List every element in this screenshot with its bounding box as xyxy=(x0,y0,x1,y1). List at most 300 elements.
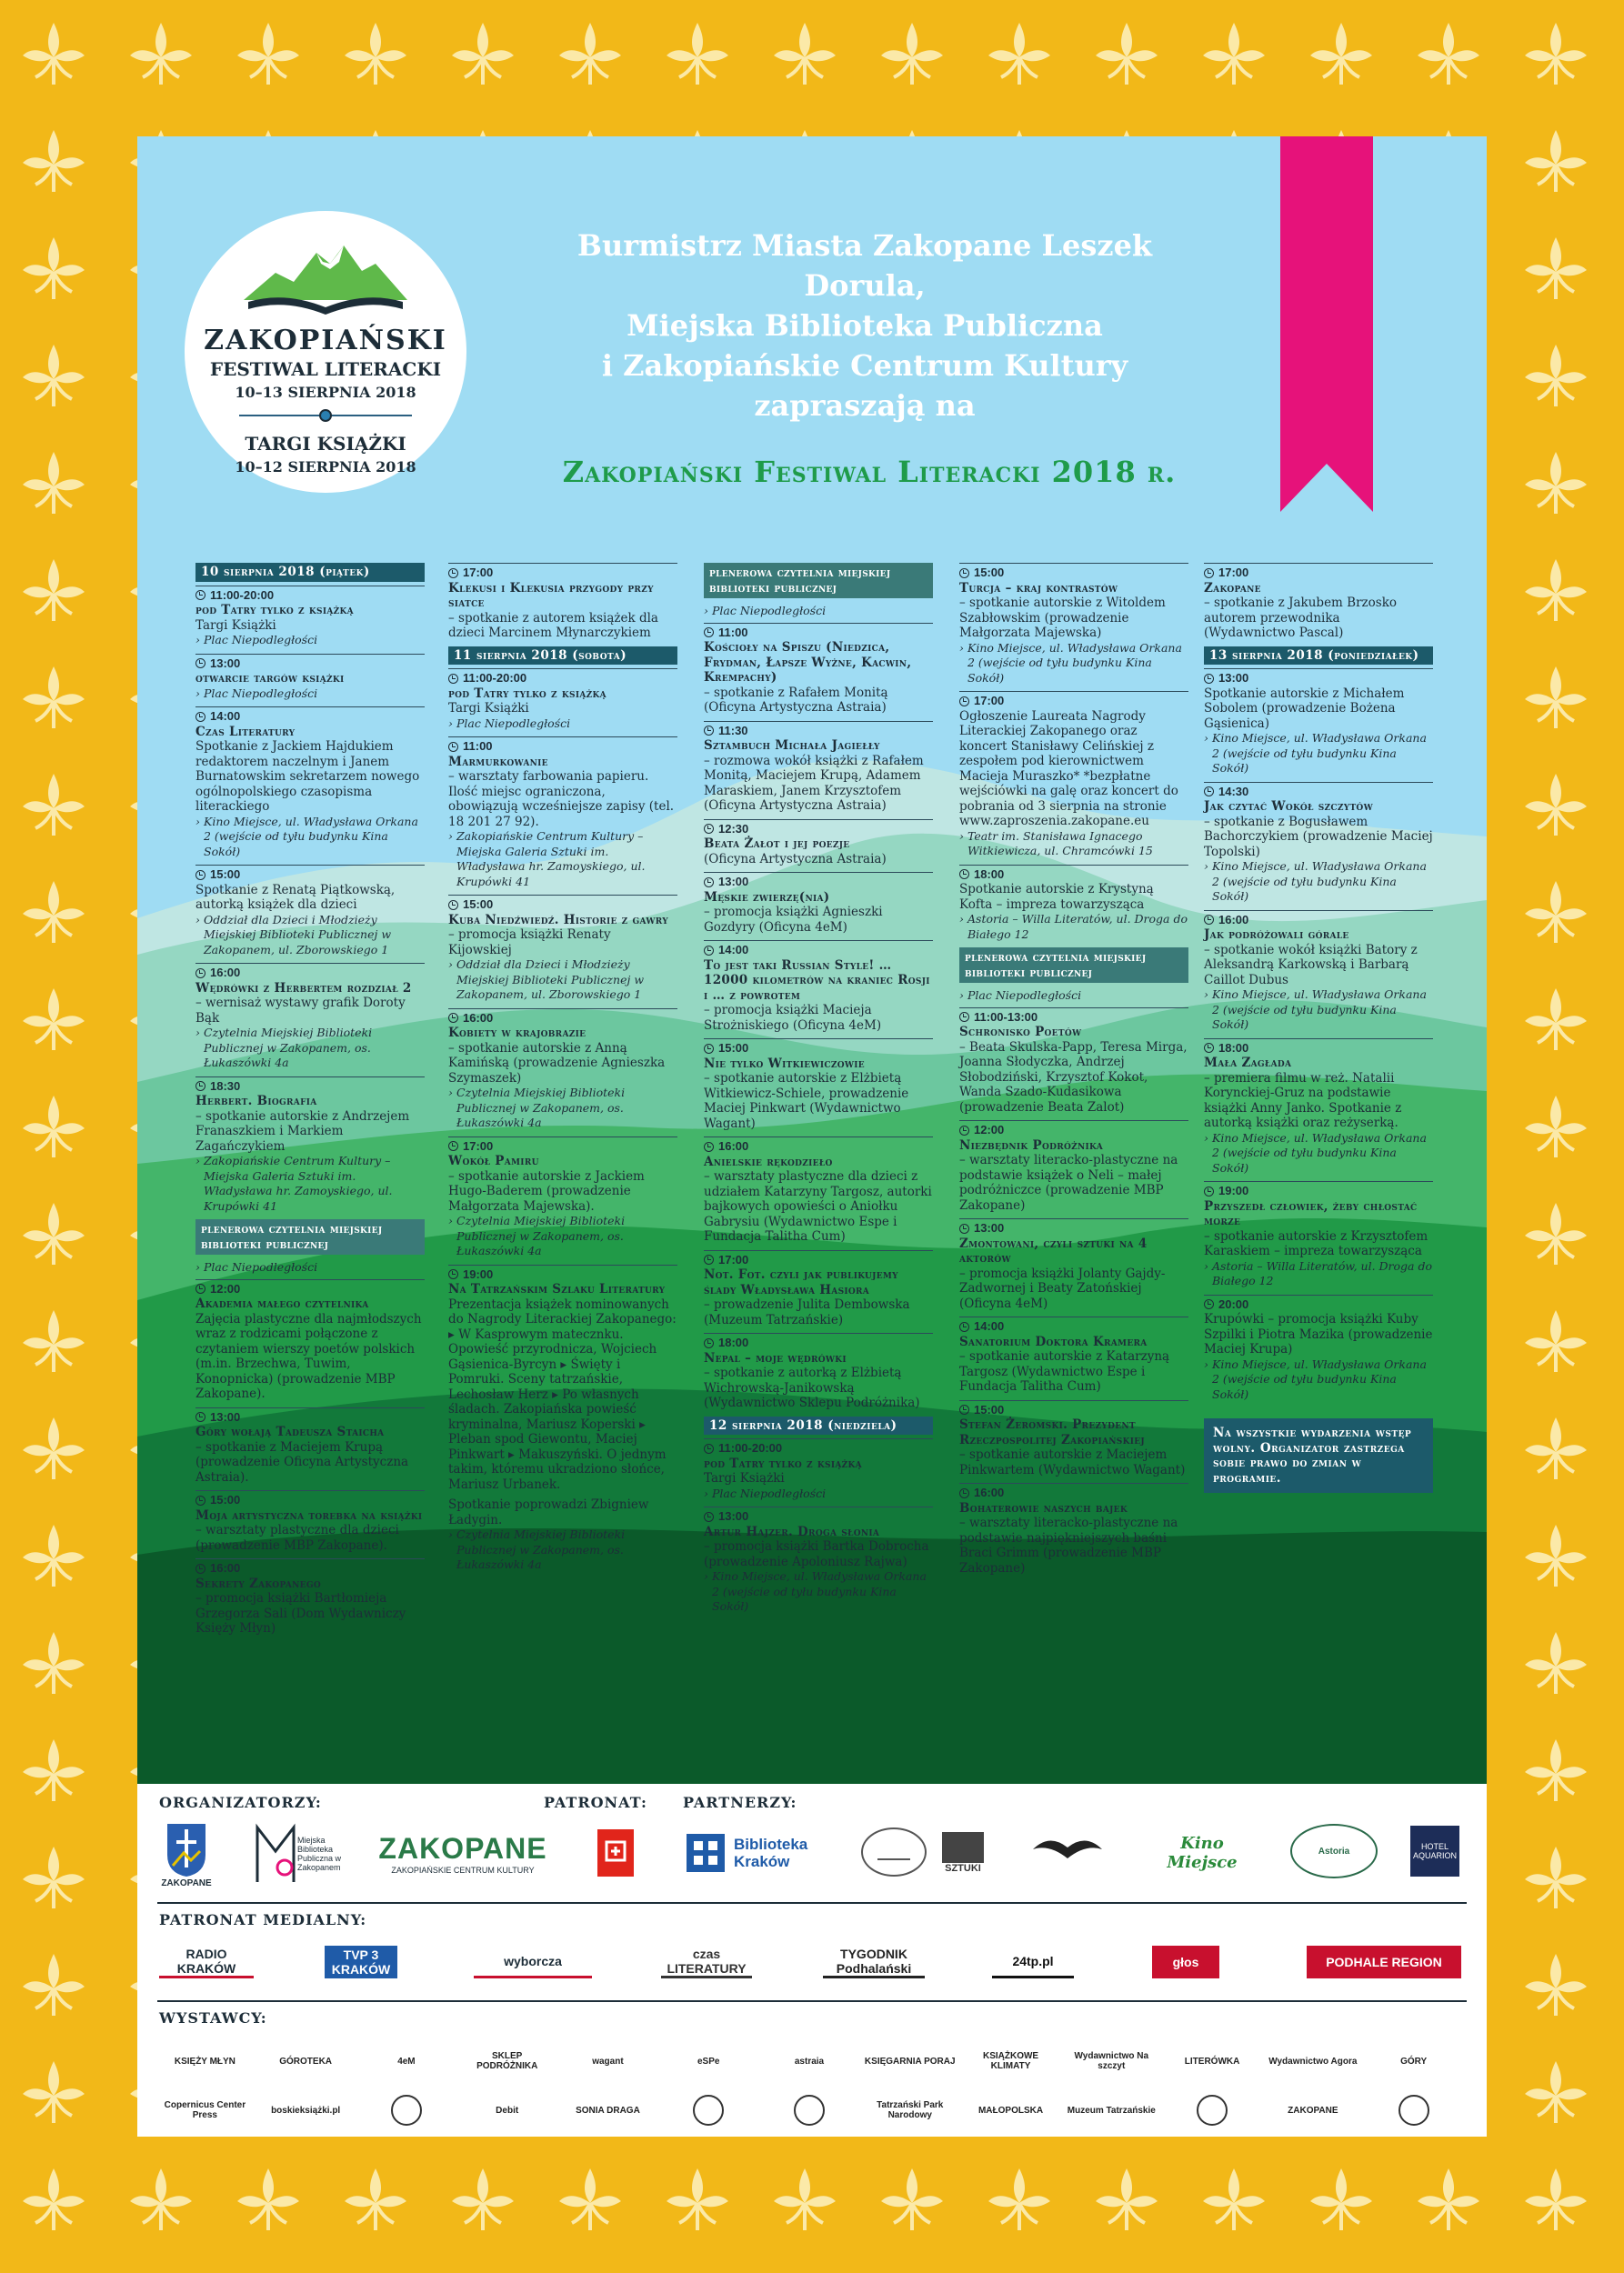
program-event xyxy=(195,1490,425,1553)
event-time-text: 19:00 xyxy=(1218,1184,1249,1197)
media-logo-4: czas LITERATURY xyxy=(661,1946,752,1978)
exhibitor-logo-6 xyxy=(663,2095,755,2126)
event-time xyxy=(195,1279,425,1297)
media-logo-1: RADIO KRAKÓW xyxy=(159,1946,254,1978)
invite-line-4: zapraszają na xyxy=(754,388,976,423)
exhibitor-logo-11: LITERÓWKA xyxy=(1184,2056,1240,2067)
event-description: – spotkanie wokół książki Batory z Aleksandrą Karkowską i Barbarą Caillot Dubus xyxy=(1204,942,1418,987)
event-description: – prowadzenie Julita Dembowska (Muzeum Tatrzańskie) xyxy=(704,1297,910,1327)
moderator-note: Spotkanie poprowadzi Zbigniew Ładygin. xyxy=(448,1497,649,1527)
event-venue: › Czytelnia Miejskiej Biblioteki Publicznej w Zakopanem, os. Łukaszówki 4a xyxy=(448,1214,677,1259)
event-title: Beata Żałot i jej poezje xyxy=(704,836,850,851)
poster xyxy=(137,136,1487,2137)
event-venue: › Astoria – Willa Literatów, ul. Droga do Białego 12 xyxy=(959,912,1188,942)
event-title: Akademia małego czytelnika xyxy=(195,1297,369,1311)
event-time xyxy=(1204,563,1433,581)
event-time-text: 16:00 xyxy=(718,1139,749,1153)
clock-icon xyxy=(195,590,206,600)
day-header: 12 sierpnia 2018 (niedziela) xyxy=(704,1417,933,1436)
section-venue: › Plac Niepodległości xyxy=(704,604,933,619)
media-logo-8: PODHALE REGION xyxy=(1307,1946,1461,1978)
program-event xyxy=(1204,1295,1433,1403)
event-time-text: 13:00 xyxy=(718,875,749,888)
event-time xyxy=(1204,1181,1433,1199)
event-time xyxy=(704,1038,933,1056)
day-header: 13 sierpnia 2018 (poniedziałek) xyxy=(1204,646,1433,666)
event-time xyxy=(704,1250,933,1268)
exhibitor-logo-9: MAŁOPOLSKA xyxy=(977,2105,1044,2116)
clock-icon xyxy=(959,1012,969,1022)
exhibitor-mark-icon xyxy=(391,2095,422,2126)
program-event xyxy=(704,1250,933,1328)
clock-icon xyxy=(704,1338,714,1348)
event-time-text: 11:30 xyxy=(718,723,748,737)
event-title: Klekusi i Klekusia przygody przy siatce xyxy=(448,580,654,610)
event-time-text: 20:00 xyxy=(1218,1297,1249,1311)
logo-dot-icon xyxy=(319,409,332,422)
exhibitors-row-1 xyxy=(137,2042,1487,2082)
event-time xyxy=(448,668,677,686)
event-time-text: 18:00 xyxy=(974,866,1005,881)
program-event xyxy=(959,563,1188,686)
program-event xyxy=(1204,782,1433,905)
exhibitor-logo-8: Tatrzański Park Narodowy xyxy=(877,2100,944,2120)
event-time-text: 11:00-20:00 xyxy=(718,1441,783,1455)
event-time xyxy=(959,691,1188,709)
event-description: – spotkanie autorskie z Jackiem Hugo-Baderem (prowadzenie Małgorzata Majewska). xyxy=(448,1168,645,1214)
clock-icon xyxy=(448,900,458,910)
program-event xyxy=(704,623,933,716)
event-venue: › Zakopiańskie Centrum Kultury – Miejska Galeria Sztuki im. Władysława hr. Zamoyskiego, ul. Krupówki 41 xyxy=(195,1154,425,1214)
exhibitor-logo-7: astraia xyxy=(794,2056,825,2067)
section-header: plenerowa czytelnia miejskiej biblioteki publicznej xyxy=(959,947,1188,983)
clock-icon xyxy=(704,946,714,956)
clock-icon xyxy=(195,1564,206,1574)
event-title: Marmurkowanie xyxy=(448,754,548,769)
event-time-text: 14:00 xyxy=(974,1319,1005,1333)
event-description: – promocja książki Agnieszki Gozdyry (Oficyna 4eM) xyxy=(704,905,883,935)
event-time xyxy=(195,654,425,672)
event-title: Na Tatrzańskim Szlaku Literatury xyxy=(448,1282,666,1297)
event-description: Targi Książki xyxy=(448,701,529,716)
clock-icon xyxy=(959,568,969,578)
media-logo-5: TYGODNIK Podhalański xyxy=(823,1946,925,1978)
event-description: – spotkanie autorskie z Katarzyną Targosz (Wydawnictwo Espe i Fundacja Talitha Cum) xyxy=(959,1349,1170,1394)
event-title: Nepal – moje wędrówki xyxy=(704,1350,847,1366)
event-time xyxy=(195,1558,425,1577)
gallery-mark-icon xyxy=(942,1832,984,1863)
event-time-text: 17:00 xyxy=(1218,566,1249,579)
event-description: – spotkanie autorskie z Maciejem Pinkwartem (Wydawnictwo Wagant) xyxy=(959,1447,1186,1477)
day-header: 11 sierpnia 2018 (sobota) xyxy=(448,646,677,666)
clock-icon xyxy=(448,742,458,752)
event-time xyxy=(448,736,677,755)
event-title: Wędrówki z Herbertem rozdział 2 xyxy=(195,980,412,996)
event-time xyxy=(704,1333,933,1351)
event-time-text: 15:00 xyxy=(210,867,241,881)
program-event xyxy=(959,1007,1188,1116)
exhibitor-logo-8: KSIĘGARNIA PORAJ xyxy=(864,2056,956,2067)
exhibitor-mark-icon xyxy=(693,2095,724,2126)
seal-mark-icon xyxy=(876,1843,912,1861)
exhibitor-logo-13 xyxy=(1368,2095,1459,2126)
event-venue: › Kino Miejsce, ul. Władysława Orkana 2 (wejście od tyłu budynku Kina Sokół) xyxy=(704,1569,933,1615)
clock-icon xyxy=(959,1224,969,1234)
exhibitor-logo-3 xyxy=(361,2095,453,2126)
event-description: – wernisaż wystawy grafik Doroty Bąk xyxy=(195,996,406,1026)
event-time xyxy=(704,819,933,837)
event-time-text: 16:00 xyxy=(463,1010,494,1025)
event-description: Ogłoszenie Laureata Nagrody Literackiej Zakopanego oraz koncert Stanisławy Celińskiej z zespołem pod kierownictwem Macieja Muraszko* *bezpłatne wejściówki na galę oraz koncert do pobrania od 3 sierpnia na stronie www.zaproszenia.zakopane.eu xyxy=(959,708,1178,828)
hotel-aquarion-logo: HOTEL AQUARION xyxy=(1410,1826,1459,1877)
program-event xyxy=(1204,1038,1433,1177)
event-title: Stefan Żeromski. Prezydent Rzeczpospolitej Zakopiańskiej xyxy=(959,1417,1145,1447)
program-event xyxy=(1204,668,1433,776)
event-venue: › Oddział dla Dzieci i Młodzieży Miejskiej Biblioteki Publicznej w Zakopanem, ul. Zborowskiego 1 xyxy=(448,957,677,1003)
event-time-text: 13:00 xyxy=(718,1509,749,1523)
event-time xyxy=(704,623,933,641)
exhibitor-logo-6: eSPe xyxy=(697,2056,720,2067)
event-description: – warsztaty literacko-plastyczne na podstawie książek o Neli – małej podróżniczce (prowadzenie MBP Zakopane) xyxy=(959,1153,1178,1213)
event-venue: › Kino Miejsce, ul. Władysława Orkana 2 (wejście od tyłu budynku Kina Sokół) xyxy=(195,815,425,860)
biblioteka-krakow-icon xyxy=(685,1832,727,1874)
event-venue: › Astoria – Willa Literatów, ul. Droga do Białego 12 xyxy=(1204,1259,1433,1289)
exhibitor-logo-1: KSIĘŻY MŁYN xyxy=(174,2056,236,2067)
event-description: – spotkanie autorskie z Anną Kamińską (prowadzenie Agnieszka Szymaszek) xyxy=(448,1040,666,1086)
clock-icon xyxy=(448,568,458,578)
event-description: Spotkanie z Jackiem Hajdukiem redaktorem naczelnym i Janem Burnatowskim sekretarzem nowego ogólnopolskiego czasopisma literackiego xyxy=(195,739,420,814)
clock-icon xyxy=(1204,1187,1214,1197)
clock-icon xyxy=(704,1512,714,1522)
program-event xyxy=(195,586,425,648)
logo-festival-dates: 10–13 SIERPNIA 2018 xyxy=(235,384,416,401)
event-description: – promocja książki Bartłomieja Grzegorza Sali (Dom Wydawniczy Księży Młyn) xyxy=(195,1591,406,1636)
event-time xyxy=(1204,1038,1433,1056)
festival-title: Zakopiański Festiwal Literacki 2018 r. xyxy=(562,455,1177,489)
event-time-text: 18:30 xyxy=(210,1078,241,1093)
event-time-text: 16:00 xyxy=(974,1486,1005,1499)
event-venue: › Plac Niepodległości xyxy=(195,686,425,702)
program-event xyxy=(1204,563,1433,641)
event-venue: › Kino Miejsce, ul. Władysława Orkana 2 (wejście od tyłu budynku Kina Sokół) xyxy=(1204,1357,1433,1403)
patronage-label: PATRONAT: xyxy=(544,1794,647,1811)
clock-icon xyxy=(704,1142,714,1152)
invite-line-1: Burmistrz Miasta Zakopane Leszek Dorula, xyxy=(576,228,1153,303)
media-logo-7: głos xyxy=(1152,1946,1219,1978)
program-event xyxy=(195,1558,425,1637)
event-description: – promocja książki Jolanty Gajdy-Zadwornej i Beaty Zatońskiej (Oficyna 4eM) xyxy=(959,1266,1166,1311)
program-event xyxy=(195,1279,425,1402)
event-venue: › Plac Niepodległości xyxy=(448,716,677,732)
event-description: – spotkanie z Bogusławem Bachorczykiem (prowadzenie Maciej Topolski) xyxy=(1204,814,1433,859)
coat-of-arms-icon xyxy=(165,1822,207,1878)
event-title: Artur Hajzer. Droga słonia xyxy=(704,1524,880,1539)
clock-icon xyxy=(1204,915,1214,925)
day-header: 10 sierpnia 2018 (piątek) xyxy=(195,563,425,582)
exhibitor-logo-10: Wydawnictwo Na szczyt xyxy=(1074,2051,1149,2071)
logo-fair-dates: 10–12 SIERPNIA 2018 xyxy=(235,458,416,476)
event-time xyxy=(448,1008,677,1026)
event-time xyxy=(959,1007,1188,1026)
clock-icon xyxy=(959,1322,969,1332)
event-title: Zakopane xyxy=(1204,580,1261,596)
biblioteka-krakow-logo xyxy=(685,1831,821,1875)
program-event xyxy=(1204,1181,1433,1289)
program-event xyxy=(959,1400,1188,1478)
program-event xyxy=(448,563,677,641)
clock-icon xyxy=(704,1444,714,1454)
event-time xyxy=(448,895,677,913)
event-time xyxy=(448,563,677,581)
clock-icon xyxy=(959,1126,969,1136)
clock-icon xyxy=(195,968,206,978)
program-event xyxy=(195,706,425,859)
zakopane-coat-of-arms-logo xyxy=(159,1817,214,1893)
event-time-text: 11:00-20:00 xyxy=(210,587,275,602)
program-event xyxy=(195,1407,425,1486)
event-description: – spotkanie z Maciejem Krupą (prowadzenie Oficyna Artystyczna Astraia). xyxy=(195,1439,409,1485)
event-description: – spotkanie autorskie z Witoldem Szabłowskim (prowadzenie Małgorzata Majewska) xyxy=(959,596,1166,640)
event-title: Przyszedł człowiek, żeby chłostać morze xyxy=(1204,1198,1418,1228)
event-description: – premiera filmu w reż. Natalii Korynckiej-Gruz na podstawie książki Anny Janko. Spotkanie z autorką książki oraz reżyserką. xyxy=(1204,1070,1402,1130)
event-description: – warsztaty plastyczne dla dzieci z udziałem Katarzyny Targosz, autorki bajkowych opowieści o Aniołku Gabrysiu (Wydawnictwo Espe i Fundacja Talitha Cum) xyxy=(704,1169,932,1244)
event-time xyxy=(959,1218,1188,1237)
clock-icon xyxy=(704,1255,714,1265)
event-time xyxy=(195,586,425,604)
exhibitor-logo-10: Muzeum Tatrzańskie xyxy=(1067,2105,1156,2116)
clock-icon xyxy=(1204,1043,1214,1053)
event-description: (Oficyna Artystyczna Astraia) xyxy=(704,851,887,866)
event-time xyxy=(1204,782,1433,800)
clock-icon xyxy=(448,1013,458,1023)
event-time xyxy=(195,865,425,883)
program-event xyxy=(195,963,425,1071)
program-column-2 xyxy=(448,559,677,1573)
event-time xyxy=(704,1507,933,1525)
exhibitor-logo-11 xyxy=(1167,2095,1258,2126)
clock-icon xyxy=(1204,674,1214,684)
event-description: – spotkanie z autorem książek dla dzieci Marcinem Młynarczykiem xyxy=(448,610,658,640)
event-title: Kuba Niedźwiedź. Historie z gawry xyxy=(448,912,668,927)
event-time-text: 16:00 xyxy=(210,966,241,979)
program-event xyxy=(448,1265,677,1493)
clock-icon xyxy=(1204,1299,1214,1309)
logo-title: ZAKOPIAŃSKI xyxy=(204,325,447,356)
event-description: – warsztaty farbowania papieru. Ilość miejsc ograniczona, obowiązują wcześniejsze zapisy (tel. 18 201 27 92). xyxy=(448,769,675,829)
event-title: Nie tylko Witkiewiczowie xyxy=(704,1056,865,1071)
event-time xyxy=(195,1490,425,1508)
program-event xyxy=(448,1136,677,1259)
media-logo-6: 24tp.pl xyxy=(992,1946,1074,1978)
event-description: Spotkanie autorskie z Michałem Sobolem (prowadzenie Bożena Gąsienica) xyxy=(1204,686,1405,731)
exhibitor-logo-5: SONIA DRAGA xyxy=(576,2105,640,2116)
event-description: – promocja książki Macieja Strożniskiego (Oficyna 4eM) xyxy=(704,1003,882,1033)
event-description: – promocja książki Bartka Dobrocha (prowadzenie Apoloniusz Rajwa) xyxy=(704,1539,929,1569)
program-event xyxy=(195,865,425,957)
partners-label: PARTNERZY: xyxy=(683,1794,797,1811)
program-event xyxy=(959,1218,1188,1311)
partner-seal-logo xyxy=(861,1827,927,1877)
event-time-text: 15:00 xyxy=(210,1493,241,1507)
event-title: Jak czytać Wokół szczytów xyxy=(1204,799,1373,814)
media-logo-2: TVP 3 KRAKÓW xyxy=(325,1946,397,1978)
festival-logo xyxy=(185,211,466,493)
sponsors-divider-2 xyxy=(157,2000,1467,2002)
clock-icon xyxy=(959,869,969,879)
program-event xyxy=(704,1333,933,1411)
biblioteka-krakow-text: Biblioteka Kraków xyxy=(734,1836,808,1870)
logo-book-fair: TARGI KSIĄŻKI xyxy=(245,433,406,455)
event-time-text: 15:00 xyxy=(463,897,494,911)
program-event xyxy=(704,872,933,935)
clock-icon xyxy=(448,1141,458,1151)
clock-icon xyxy=(959,696,969,706)
event-time xyxy=(195,1407,425,1426)
exhibitors-label: WYSTAWCY: xyxy=(159,2009,267,2027)
event-title: Sekrety Zakopanego xyxy=(195,1576,321,1591)
program-event xyxy=(959,1483,1188,1576)
event-description: – spotkanie autorskie z Krzysztofem Karaskiem – impreza towarzysząca xyxy=(1204,1228,1429,1258)
logo-subtitle: FESTIWAL LITERACKI xyxy=(209,358,442,380)
clock-icon xyxy=(195,1284,206,1294)
event-time xyxy=(704,721,933,739)
event-title: Jak podróżowali górale xyxy=(1204,927,1349,942)
event-title: Góry wołają Tadeusza Staicha xyxy=(195,1425,385,1439)
event-time xyxy=(959,1483,1188,1501)
section-venue: › Plac Niepodległości xyxy=(959,988,1188,1004)
event-title: Anielskie rękodzieło xyxy=(704,1154,833,1169)
exhibitor-logo-2: boskieksiążki.pl xyxy=(271,2105,341,2116)
event-time xyxy=(195,1076,425,1095)
event-time-text: 11:00 xyxy=(463,739,493,753)
event-time-text: 11:00 xyxy=(718,625,748,639)
event-time-text: 13:00 xyxy=(210,1409,241,1424)
media-logos-row xyxy=(137,1940,1487,1986)
pink-ribbon xyxy=(1280,136,1373,512)
event-description: – spotkanie z Jakubem Brzosko autorem przewodnika (Wydawnictwo Pascal) xyxy=(1204,596,1397,640)
eagle-icon xyxy=(1031,1831,1104,1871)
invitation-text xyxy=(556,225,1174,426)
event-time-text: 14:00 xyxy=(210,709,241,723)
program-event xyxy=(704,1136,933,1245)
moderator-venue: › Czytelnia Miejskiej Biblioteki Publicznej w Zakopanem, os. Łukaszówki 4a xyxy=(448,1527,677,1573)
exhibitor-logo-12: ZAKOPANE xyxy=(1288,2105,1338,2116)
program-event xyxy=(959,1317,1188,1395)
event-title: Not. Fot. czyli jak publikujemy ślady Władysława Hasiora xyxy=(704,1267,898,1297)
program-event xyxy=(195,1076,425,1215)
program-event xyxy=(959,865,1188,943)
organizers-label: ORGANIZATORZY: xyxy=(159,1794,322,1811)
event-description: – warsztaty literacko-plastyczne na podstawie najpiękniejszych baśni Braci Grimm (prowadzenie MBP Zakopane) xyxy=(959,1516,1178,1576)
clock-icon xyxy=(704,824,714,834)
exhibitor-logo-3: 4eM xyxy=(397,2056,416,2067)
event-venue: › Oddział dla Dzieci i Młodzieży Miejskiej Biblioteki Publicznej w Zakopanem, ul. Zborowskiego 1 xyxy=(195,913,425,958)
clock-icon xyxy=(195,1496,206,1506)
clock-icon xyxy=(704,877,714,887)
event-title: Bohaterowie naszych bajek xyxy=(959,1500,1128,1516)
program-event xyxy=(704,1507,933,1615)
clock-icon xyxy=(448,1269,458,1279)
library-mark-icon xyxy=(254,1822,297,1886)
exhibitor-logo-4: SKLEP PODRÓŻNIKA xyxy=(476,2051,538,2071)
exhibitor-mark-icon xyxy=(1398,2095,1429,2126)
astoria-logo: Astoria xyxy=(1290,1824,1378,1878)
clock-icon xyxy=(195,1081,206,1091)
event-title: Schronisko Poetów xyxy=(959,1025,1082,1039)
program-column-1 xyxy=(195,559,425,1642)
event-title: Kobiety w krajobrazie xyxy=(448,1026,586,1040)
event-venue: › Kino Miejsce, ul. Władysława Orkana 2 (wejście od tyłu budynku Kina Sokół) xyxy=(1204,859,1433,905)
event-time-text: 19:00 xyxy=(463,1267,494,1281)
exhibitors-row-2 xyxy=(137,2091,1487,2128)
patronage-mark-icon xyxy=(604,1839,627,1867)
program-event xyxy=(704,819,933,867)
event-venue: › Kino Miejsce, ul. Władysława Orkana 2 (wejście od tyłu budynku Kina Sokół) xyxy=(959,641,1188,686)
coat-of-arms-caption: ZAKOPANE xyxy=(161,1877,212,1888)
zck-logo-subtitle: ZAKOPIAŃSKIE CENTRUM KULTURY xyxy=(391,1865,535,1875)
program-column-4 xyxy=(959,559,1188,1581)
program-event xyxy=(704,1438,933,1501)
sponsors-divider-1 xyxy=(157,1902,1467,1904)
event-time-text: 13:00 xyxy=(1218,671,1249,685)
event-time-text: 17:00 xyxy=(718,1252,749,1267)
section-header: plenerowa czytelnia miejskiej biblioteki publicznej xyxy=(195,1219,425,1255)
event-time-text: 14:30 xyxy=(1218,784,1249,798)
event-time-text: 11:00-20:00 xyxy=(463,671,527,685)
clock-icon xyxy=(195,870,206,880)
clock-icon xyxy=(195,658,206,668)
zck-logo xyxy=(379,1826,546,1880)
event-time-text: 17:00 xyxy=(463,1138,494,1153)
clock-icon xyxy=(448,674,458,684)
event-time xyxy=(195,963,425,981)
event-title: Turcja – kraj kontrastów xyxy=(959,580,1118,596)
library-logo-text: Miejska Biblioteka Publiczna w Zakopanem xyxy=(297,1836,342,1872)
clock-icon xyxy=(704,627,714,637)
event-description: – spotkanie z Rafałem Monitą (Oficyna Artystyczna Astraia) xyxy=(704,685,888,715)
clock-icon xyxy=(1204,786,1214,796)
event-title: Czas Literatury xyxy=(195,724,296,739)
event-title: Sanatorium Doktora Kramera xyxy=(959,1334,1148,1349)
exhibitor-logo-13: GÓRY xyxy=(1400,2056,1428,2067)
event-time xyxy=(704,940,933,958)
clock-icon xyxy=(704,1044,714,1054)
exhibitor-logo-7 xyxy=(764,2095,856,2126)
program-event xyxy=(448,736,677,889)
gallery-sztuki-text: SZTUKI xyxy=(945,1863,981,1874)
event-time xyxy=(1204,1295,1433,1313)
exhibitor-logo-5: wagant xyxy=(592,2056,624,2067)
event-description: – spotkanie autorskie z Andrzejem Franaszkiem i Markiem Zagańczykiem xyxy=(195,1108,410,1154)
program-event xyxy=(704,721,933,814)
event-venue: › Plac Niepodległości xyxy=(704,1487,933,1502)
exhibitor-logo-1: Copernicus Center Press xyxy=(164,2100,246,2120)
event-time-text: 16:00 xyxy=(210,1561,241,1575)
event-title: Moja artystyczna torebka na książki xyxy=(195,1507,423,1523)
kino-miejsce-logo: Kino Miejsce xyxy=(1167,1834,1238,1872)
program-event xyxy=(959,1120,1188,1213)
event-venue: › Kino Miejsce, ul. Władysława Orkana 2 (wejście od tyłu budynku Kina Sokół) xyxy=(1204,1131,1433,1177)
program-event xyxy=(1204,910,1433,1033)
event-time xyxy=(1204,910,1433,928)
program-event xyxy=(448,895,677,1003)
event-time-text: 12:00 xyxy=(210,1281,241,1296)
mountain-book-icon xyxy=(239,236,412,318)
event-description: – warsztaty plastyczne dla dzieci (prowadzenie MBP Zakopane). xyxy=(195,1523,399,1553)
event-venue: › Zakopiańskie Centrum Kultury – Miejska Galeria Sztuki im. Władysława hr. Zamoyskiego, ul. Krupówki 41 xyxy=(448,829,677,889)
event-title: pod Tatry tylko z książką xyxy=(448,686,606,701)
event-time xyxy=(704,872,933,890)
